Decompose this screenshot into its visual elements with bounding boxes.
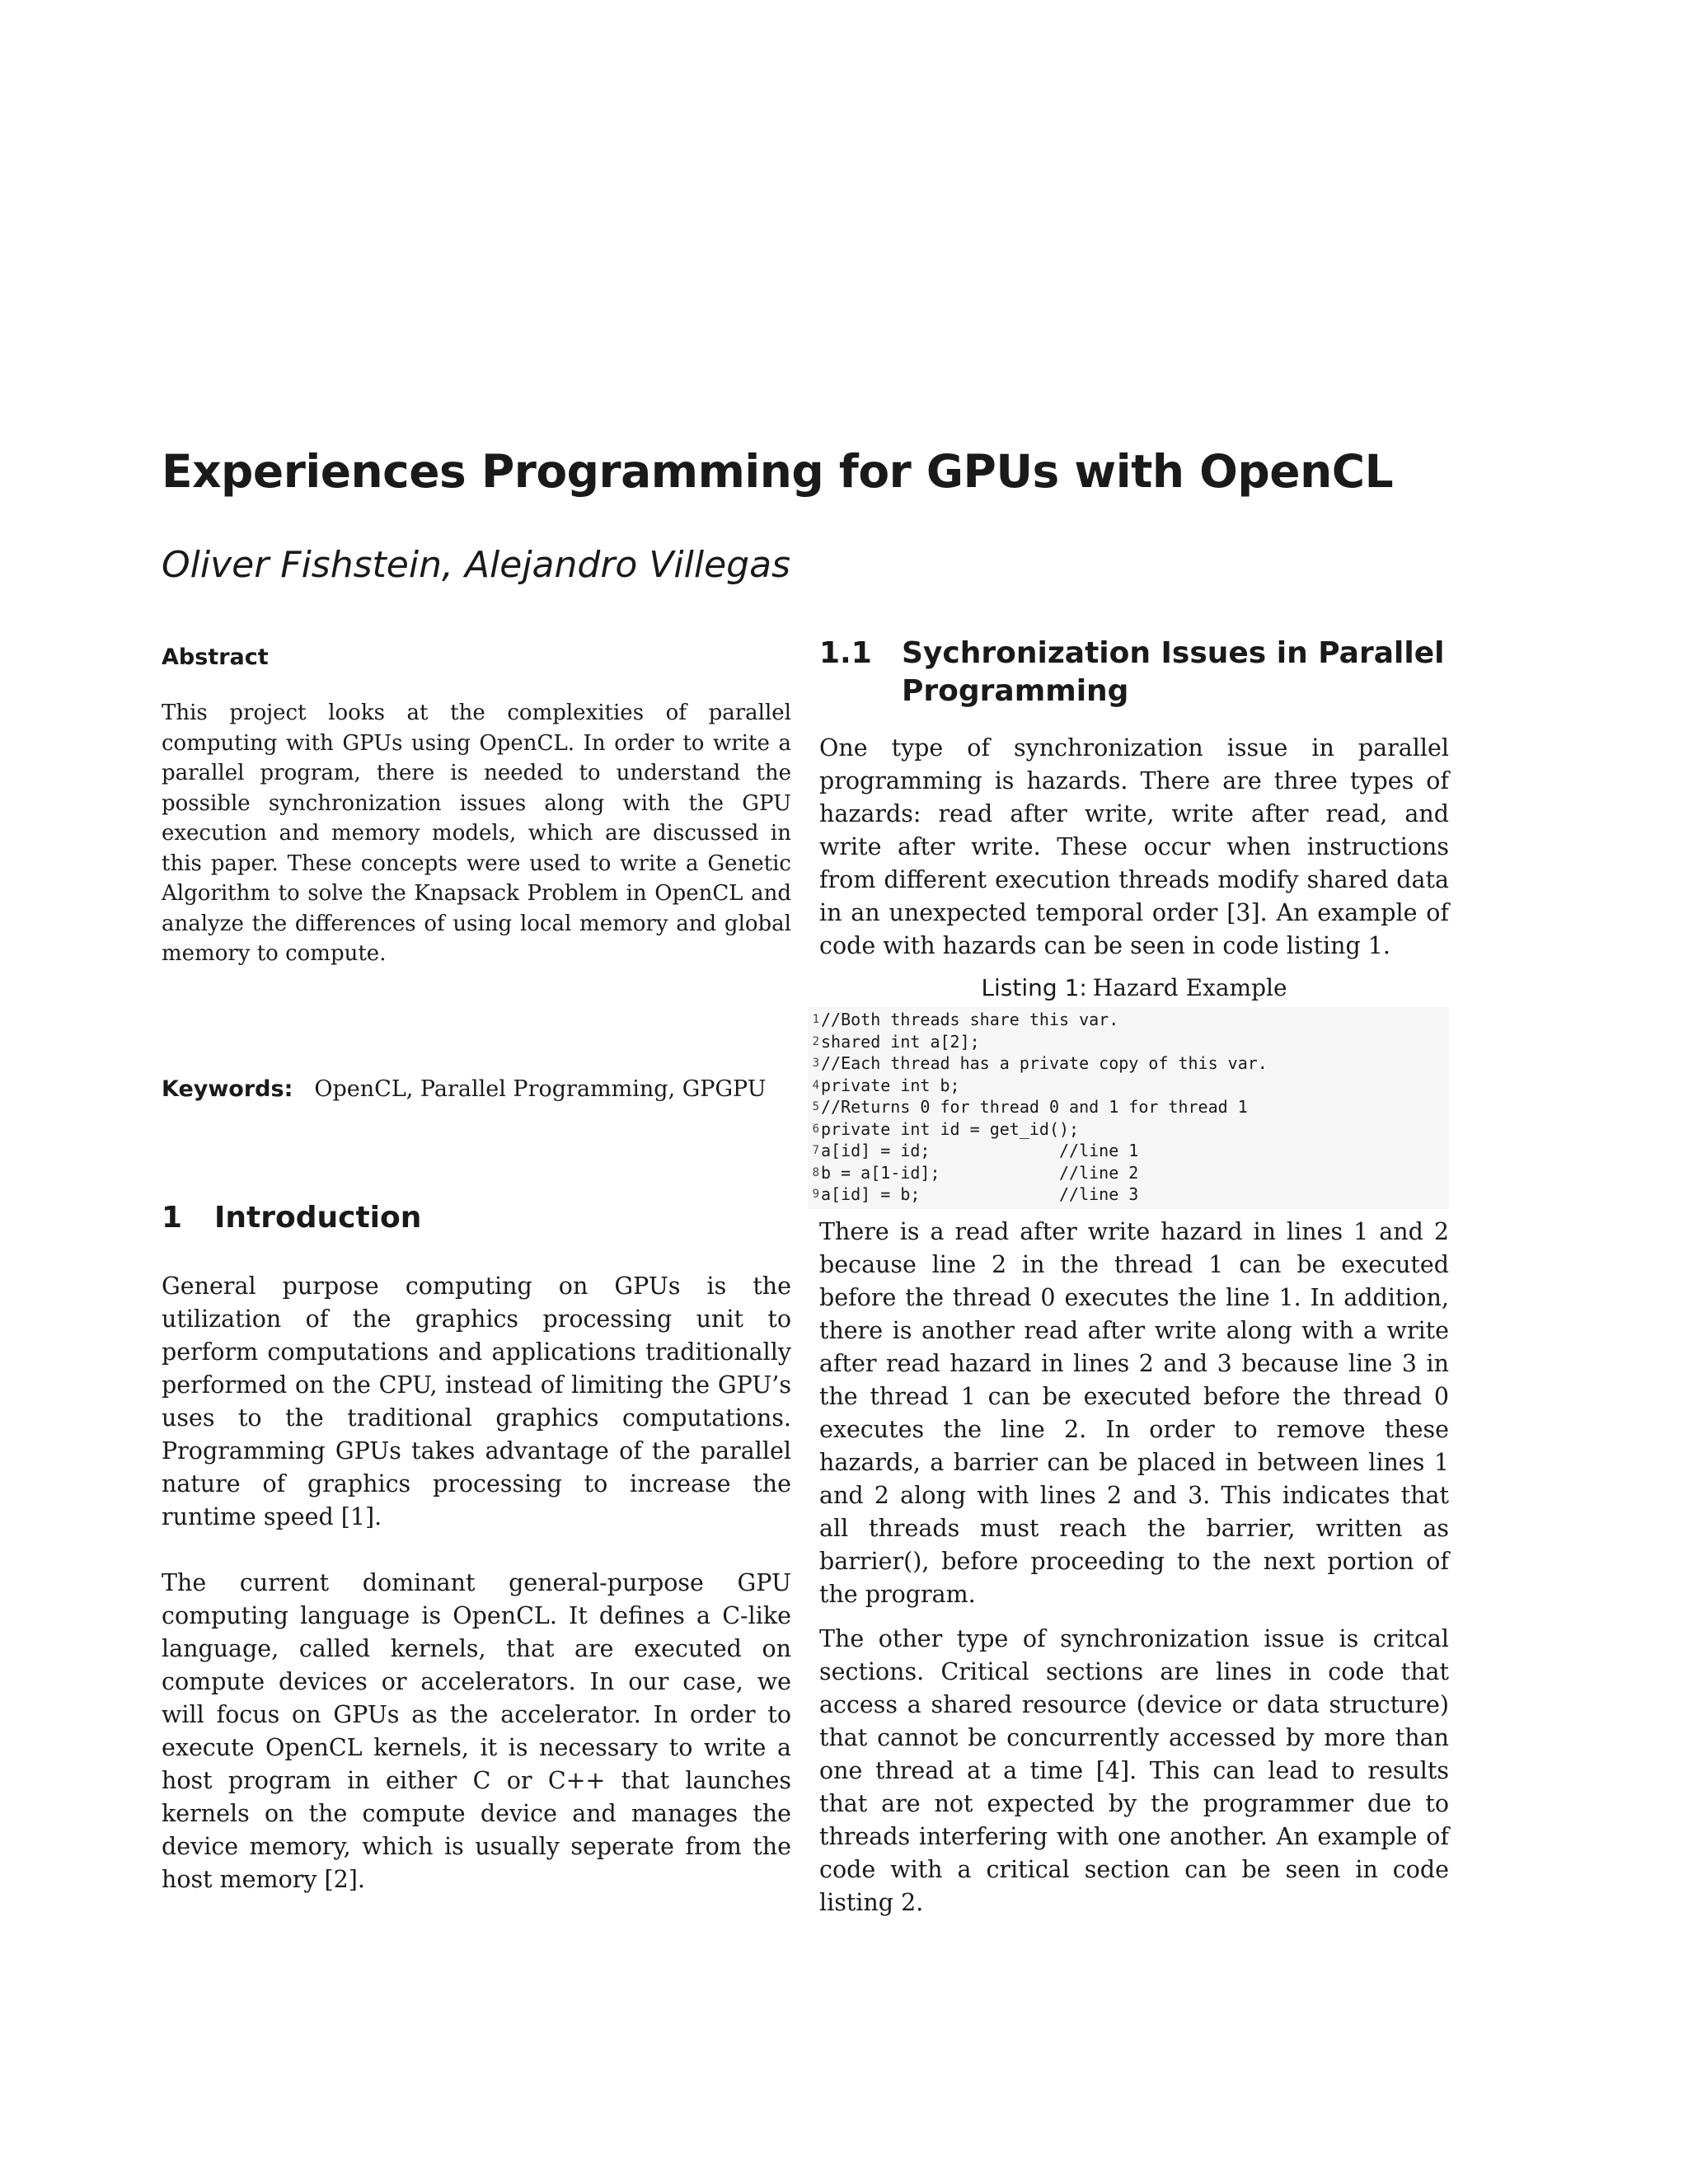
code-line: [808, 1009, 1449, 1031]
code-line: [808, 1096, 1449, 1118]
listing-label: Listing 1:: [981, 974, 1087, 1001]
code-text: private int id = get_id();: [821, 1118, 1080, 1139]
code-text: shared int a[2];: [821, 1031, 980, 1052]
intro-paragraph-2: The current dominant general-purpose GPU computing language is OpenCL. It defines a C-like language, called kernels, that are executed on compute devices or accelerators. In our case, we will focus on GPUs as the accelerator. In order to execute OpenCL kernels, it is necessary to write a host program in either C or C++ that launches kernels on the compute device and manages the device memory, which is usually seperate from the host memory [2].: [162, 1568, 791, 1893]
line-number: 2: [812, 1034, 819, 1048]
subsection-title: [902, 635, 1444, 710]
sync-paragraph-3: The other type of synchronization issue is critcal sections. Critical sections are lines in code that access a shared resource (device or data structure) that cannot be concurrently accessed by more than one thread at a time [4]. This can lead to results that are not expected by the programmer due to threads interfering with one another. An example of code with a critical section can be seen in code listing 2.: [819, 1624, 1449, 1916]
code-text: a[id] = b; //line 3: [821, 1184, 1139, 1204]
subsection-title-line-2: Programming: [902, 674, 1129, 708]
code-text: b = a[1-id]; //line 2: [821, 1162, 1139, 1183]
subsection-title-line-1: Sychronization Issues in Parallel: [902, 636, 1445, 670]
subsection-heading: [819, 635, 1449, 710]
paper-title: Experiences Programming for GPUs with OpenCL: [162, 445, 1394, 498]
code-listing: [808, 1007, 1449, 1209]
line-number: 5: [812, 1100, 819, 1113]
line-number: 4: [812, 1078, 819, 1092]
code-line: [808, 1075, 1449, 1097]
paper-authors: Oliver Fishstein, Alejandro Villegas: [162, 544, 790, 586]
keywords-label: Keywords:: [162, 1076, 293, 1102]
section-number: 1: [162, 1200, 183, 1235]
code-text: //Both threads share this var.: [821, 1010, 1119, 1029]
line-number: 8: [812, 1165, 819, 1179]
line-number: 6: [812, 1122, 819, 1136]
line-number: 7: [812, 1144, 819, 1157]
keywords-value: OpenCL, Parallel Programming, GPGPU: [314, 1076, 767, 1102]
code-line: [808, 1183, 1449, 1206]
code-text: a[id] = id; //line 1: [821, 1141, 1139, 1160]
code-text: private int b;: [821, 1075, 960, 1095]
code-line: [808, 1052, 1449, 1075]
code-text: //Each thread has a private copy of this var.: [821, 1053, 1268, 1073]
right-column: [812, 635, 1449, 1919]
listing-caption: [819, 974, 1449, 1002]
abstract-text: This project looks at the complexities of parallel computing with GPUs using OpenCL. In order to write a parallel program, there is needed to understand the possible synchronization issues along with the GPU execution and memory models, which are discussed in this paper. These concepts were used to write a Genetic Algorithm to solve the Knapsack Problem in OpenCL and analyze the differences of using local memory and global memory to compute.: [162, 701, 791, 966]
line-number: 3: [812, 1057, 819, 1070]
sync-paragraph-1: One type of synchronization issue in parallel programming is hazards. There are three types of hazards: read after write, write after read, and write after write. These occur when instructions from different execution threads modify shared data in an unexpected temporal order [3]. An example of code with hazards can be seen in code listing 1.: [819, 734, 1449, 959]
code-line: [808, 1140, 1449, 1162]
code-line: [808, 1031, 1449, 1053]
code-line: [808, 1162, 1449, 1184]
left-column: [162, 635, 791, 1896]
sync-paragraph-2: There is a read after write hazard in lines 1 and 2 because line 2 in the thread 1 can be executed before the thread 0 executes the line 1. In addition, there is another read after write along with a write after read hazard in lines 2 and 3 because line 3 in the thread 1 can be executed before the thread 0 executes the line 2. In order to remove these hazards, a barrier can be placed in between lines 1 and 2 along with lines 2 and 3. This indicates that all threads must reach the barrier, written as barrier(), before proceeding to the next portion of the program.: [819, 1217, 1449, 1608]
line-number: 9: [812, 1188, 819, 1201]
keywords: [162, 1076, 791, 1102]
abstract-heading: Abstract: [162, 644, 269, 670]
section-title: Introduction: [214, 1200, 422, 1235]
listing-caption-text: Hazard Example: [1092, 974, 1287, 1001]
code-text: //Returns 0 for thread 0 and 1 for thread 1: [821, 1097, 1248, 1117]
line-number: 1: [812, 1013, 819, 1026]
code-line: [808, 1118, 1449, 1141]
intro-paragraph-1: General purpose computing on GPUs is the utilization of the graphics processing unit to perform computations and applications traditionally performed on the CPU, instead of limiting the GPU’s uses to the traditional graphics computations. Programming GPUs takes advantage of the parallel nature of graphics processing to increase the runtime speed [1].: [162, 1272, 791, 1530]
introduction-heading: [162, 1199, 791, 1237]
subsection-number: 1.1: [819, 636, 872, 670]
